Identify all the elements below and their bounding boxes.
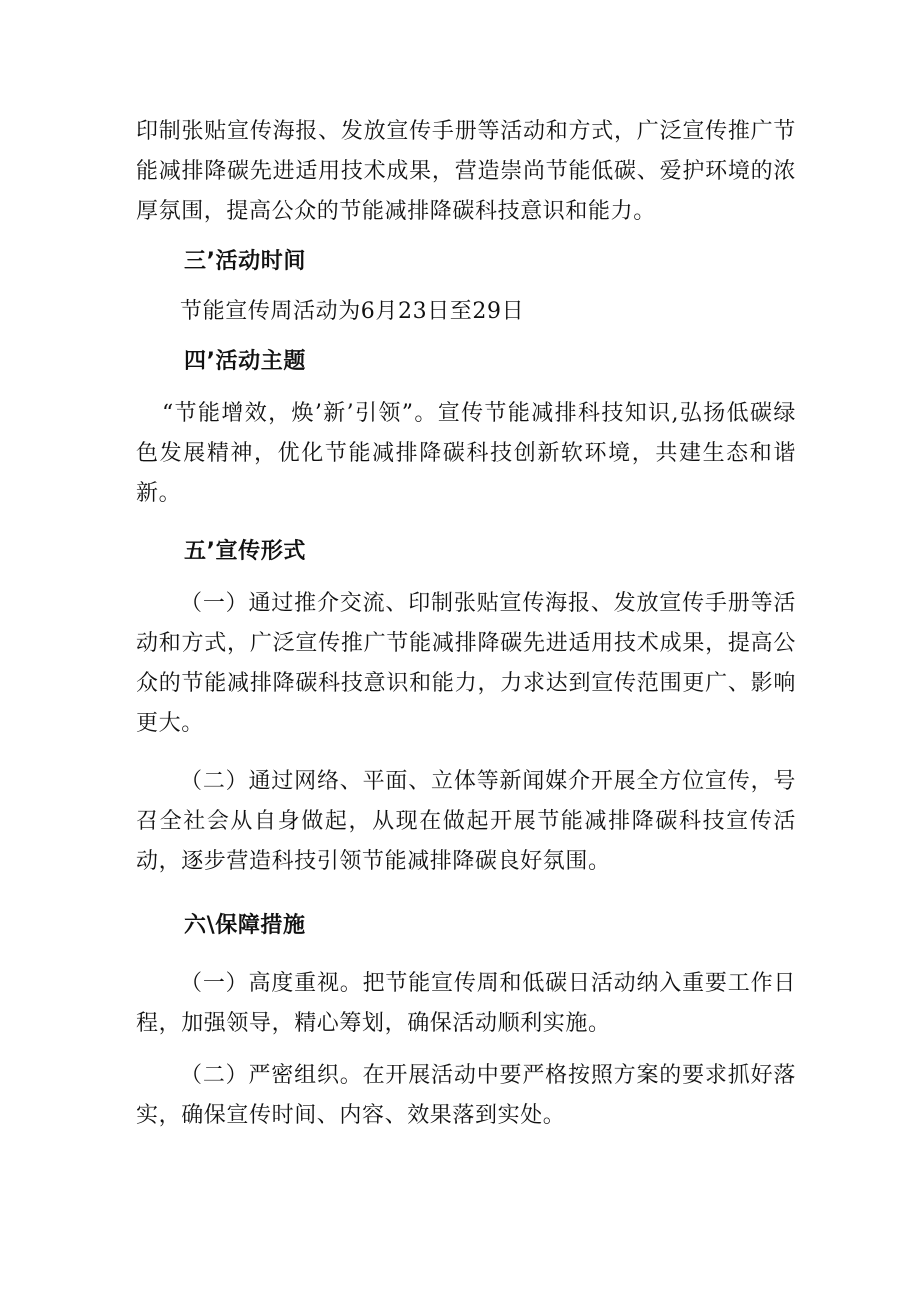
paragraph-activity-theme: “节能增效，焕’新’引领”。宣传节能减排科技知识,弘扬低碳绿色发展精神，优化节能减排降碳科技创新软环境，共建生态和谐新。 — [136, 401, 796, 506]
heading-safeguard-measures: 六\保障措施 — [184, 913, 306, 938]
paragraph-publicity-form-1: （一）通过推介交流、印制张贴宣传海报、发放宣传手册等活动和方式，广泛宣传推广节能减排降碳先进适用技术成果，提高公众的节能减排降碳科技意识和能力，力求达到宣传范围更广、影响更大。 — [136, 591, 796, 736]
paragraph-safeguard-1: （一）高度重视。把节能宣传周和低碳日活动纳入重要工作日程，加强领导，精心筹划，确保活动顺利实施。 — [136, 971, 796, 1036]
paragraph-publicity-activities: 印制张贴宣传海报、发放宣传手册等活动和方式，广泛宣传推广节能减排降碳先进适用技术成果，营造崇尚节能低碳、爱护环境的浓厚氛围，提高公众的节能减排降碳科技意识和能力。 — [136, 119, 796, 224]
heading-activity-theme: 四’活动主题 — [184, 349, 306, 374]
document-body — [136, 112, 796, 1136]
paragraph-safeguard-2: （二）严密组织。在开展活动中要严格按照方案的要求抓好落实，确保宣传时间、内容、效果落到实处。 — [136, 1063, 796, 1128]
heading-publicity-form: 五’宣传形式 — [184, 539, 306, 564]
paragraph-activity-time: 节能宣传周活动为6月23日至29日 — [180, 299, 525, 324]
paragraph-publicity-form-2: （二）通过网络、平面、立体等新闻媒介开展全方位宣传，号召全社会从自身做起，从现在做起开展节能减排降碳科技宣传活动，逐步营造科技引领节能减排降碳良好氛围。 — [136, 769, 796, 874]
heading-activity-time: 三’活动时间 — [184, 249, 306, 274]
